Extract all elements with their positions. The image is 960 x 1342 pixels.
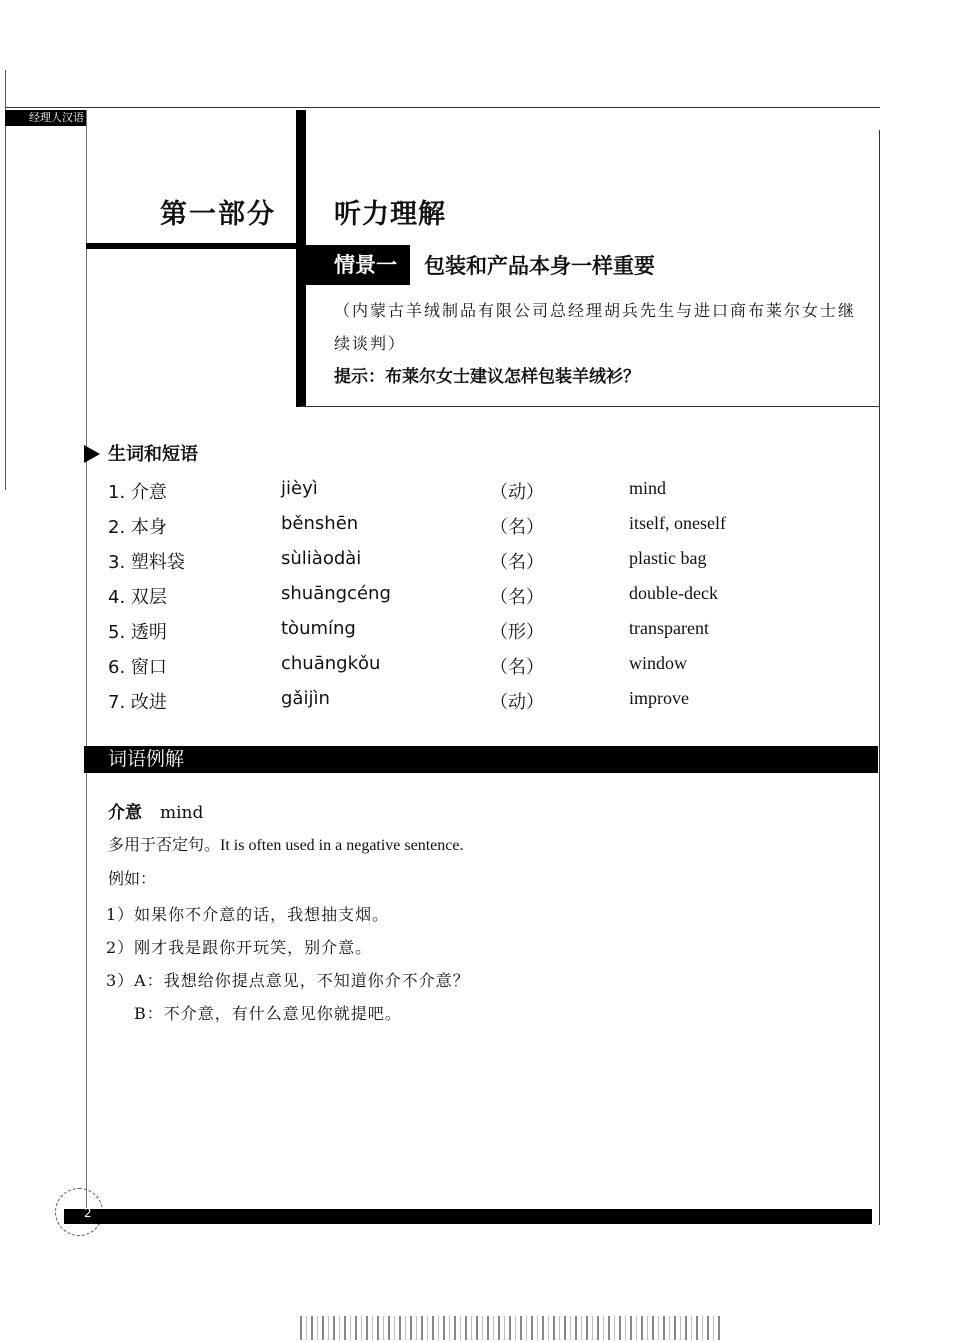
vocab-part-of-speech: （名）	[490, 657, 544, 678]
content-right-border	[879, 130, 880, 1225]
vocab-word: 2. 本身	[108, 517, 167, 538]
vocab-english: double-deck	[629, 583, 718, 603]
example-sentence: 3）A：我想给你提点意见，不知道你介不介意？	[106, 971, 470, 990]
usage-note-en: It is often used in a negative sentence.	[220, 837, 464, 854]
page-left-edge	[5, 70, 6, 490]
examples-heading-bar: 词语例解	[84, 746, 878, 773]
example-word-entry	[108, 798, 203, 823]
vocab-pinyin: běnshēn	[281, 513, 359, 534]
header-rule	[5, 107, 880, 108]
vocab-english: mind	[629, 478, 667, 498]
vocab-part-of-speech: （名）	[490, 552, 544, 573]
vocab-pinyin: shuāngcéng	[281, 583, 391, 604]
vocab-pinyin: gǎijìn	[281, 688, 330, 709]
vocabulary-item	[108, 542, 808, 577]
vocab-part-of-speech: （形）	[490, 622, 544, 643]
vocab-english: improve	[629, 688, 689, 708]
scene-title: 包装和产品本身一样重要	[424, 253, 655, 278]
book-title-tab: 经理人汉语	[5, 110, 87, 126]
example-word-english: mind	[160, 803, 204, 823]
example-sentence: 1）如果你不介意的话，我想抽支烟。	[106, 905, 390, 924]
vocab-english: transparent	[629, 618, 709, 638]
vocab-word: 5. 透明	[108, 622, 167, 643]
vocab-part-of-speech: （动）	[490, 692, 544, 713]
footer-bar	[64, 1209, 872, 1224]
vocabulary-heading	[84, 440, 198, 466]
scan-artifact-barcode	[300, 1316, 720, 1340]
vocabulary-heading-text: 生词和短语	[108, 444, 198, 465]
example-sentences	[106, 898, 470, 1030]
vocabulary-item	[108, 507, 808, 542]
vocabulary-list	[108, 472, 808, 717]
scene-tab: 情景一	[306, 245, 410, 285]
vocab-english: itself, oneself	[629, 513, 726, 533]
vocab-word: 6. 窗口	[108, 657, 167, 678]
vocabulary-item	[108, 472, 808, 507]
vocab-word: 1. 介意	[108, 482, 167, 503]
vocab-pinyin: jièyì	[281, 478, 318, 499]
vocab-part-of-speech: （名）	[490, 587, 544, 608]
vocab-pinyin: tòumíng	[281, 618, 356, 639]
page-number: 2	[84, 1206, 92, 1220]
examples-lead: 例如：	[108, 869, 157, 888]
scene-hint: 提示：布莱尔女士建议怎样包装羊绒衫？	[334, 367, 640, 387]
usage-note	[108, 832, 463, 855]
vocab-part-of-speech: （名）	[490, 517, 544, 538]
vocab-part-of-speech: （动）	[490, 482, 544, 503]
vocabulary-item	[108, 682, 808, 717]
scene-box-bottom-rule	[300, 406, 880, 407]
vocab-english: plastic bag	[629, 548, 707, 568]
vocab-word: 7. 改进	[108, 692, 167, 713]
part-title: 听力理解	[334, 199, 446, 230]
vocabulary-item	[108, 577, 808, 612]
vocab-english: window	[629, 653, 687, 673]
title-horizontal-bar	[86, 243, 298, 249]
content-left-border	[86, 110, 87, 1210]
scene-description: （内蒙古羊绒制品有限公司总经理胡兵先生与进口商布莱尔女士继续谈判）	[334, 301, 857, 353]
usage-note-zh: 多用于否定句。	[108, 835, 221, 854]
example-word: 介意	[108, 803, 142, 823]
vocab-word: 3. 塑料袋	[108, 552, 185, 573]
triangle-bullet-icon	[84, 445, 100, 463]
example-sentence: 2）刚才我是跟你开玩笑，别介意。	[106, 938, 373, 957]
vocabulary-item	[108, 647, 808, 682]
part-label: 第一部分	[160, 199, 276, 230]
vocab-word: 4. 双层	[108, 587, 167, 608]
example-sentence: B：不介意，有什么意见你就提吧。	[134, 1004, 402, 1023]
vocab-pinyin: sùliàodài	[281, 548, 362, 569]
vocab-pinyin: chuāngkǒu	[281, 653, 381, 674]
title-vertical-bar	[296, 110, 306, 407]
vocabulary-item	[108, 612, 808, 647]
